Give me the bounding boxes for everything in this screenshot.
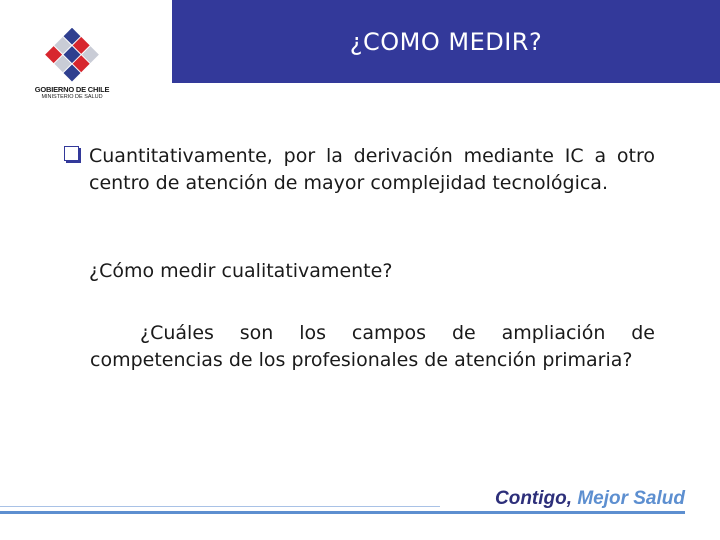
slogan-accent: Mejor Salud	[577, 488, 685, 509]
logo-mosaic-icon	[44, 28, 100, 84]
paragraph-qualitative-question: ¿Cómo medir cualitativamente?	[89, 260, 393, 282]
checkbox-square-icon	[64, 146, 79, 161]
slogan-main: Contigo,	[495, 488, 578, 509]
logo-text-ministry: MINISTERIO DE SALUD	[41, 94, 103, 100]
paragraph-quantitative: Cuantitativamente, por la derivación mediante IC a otro centro de atención de mayor complejidad tecnológica.	[89, 145, 655, 194]
page-title: ¿COMO MEDIR?	[349, 28, 543, 56]
footer-divider-thin	[0, 506, 440, 507]
logo-text-government: GOBIERNO DE CHILE	[34, 85, 110, 94]
footer-slogan	[495, 488, 685, 510]
footer-divider	[0, 511, 685, 514]
government-logo	[30, 28, 114, 104]
paragraph-competencies-question: ¿Cuáles son los campos de ampliación de competencias de los profesionales de atención primaria?	[90, 322, 655, 371]
